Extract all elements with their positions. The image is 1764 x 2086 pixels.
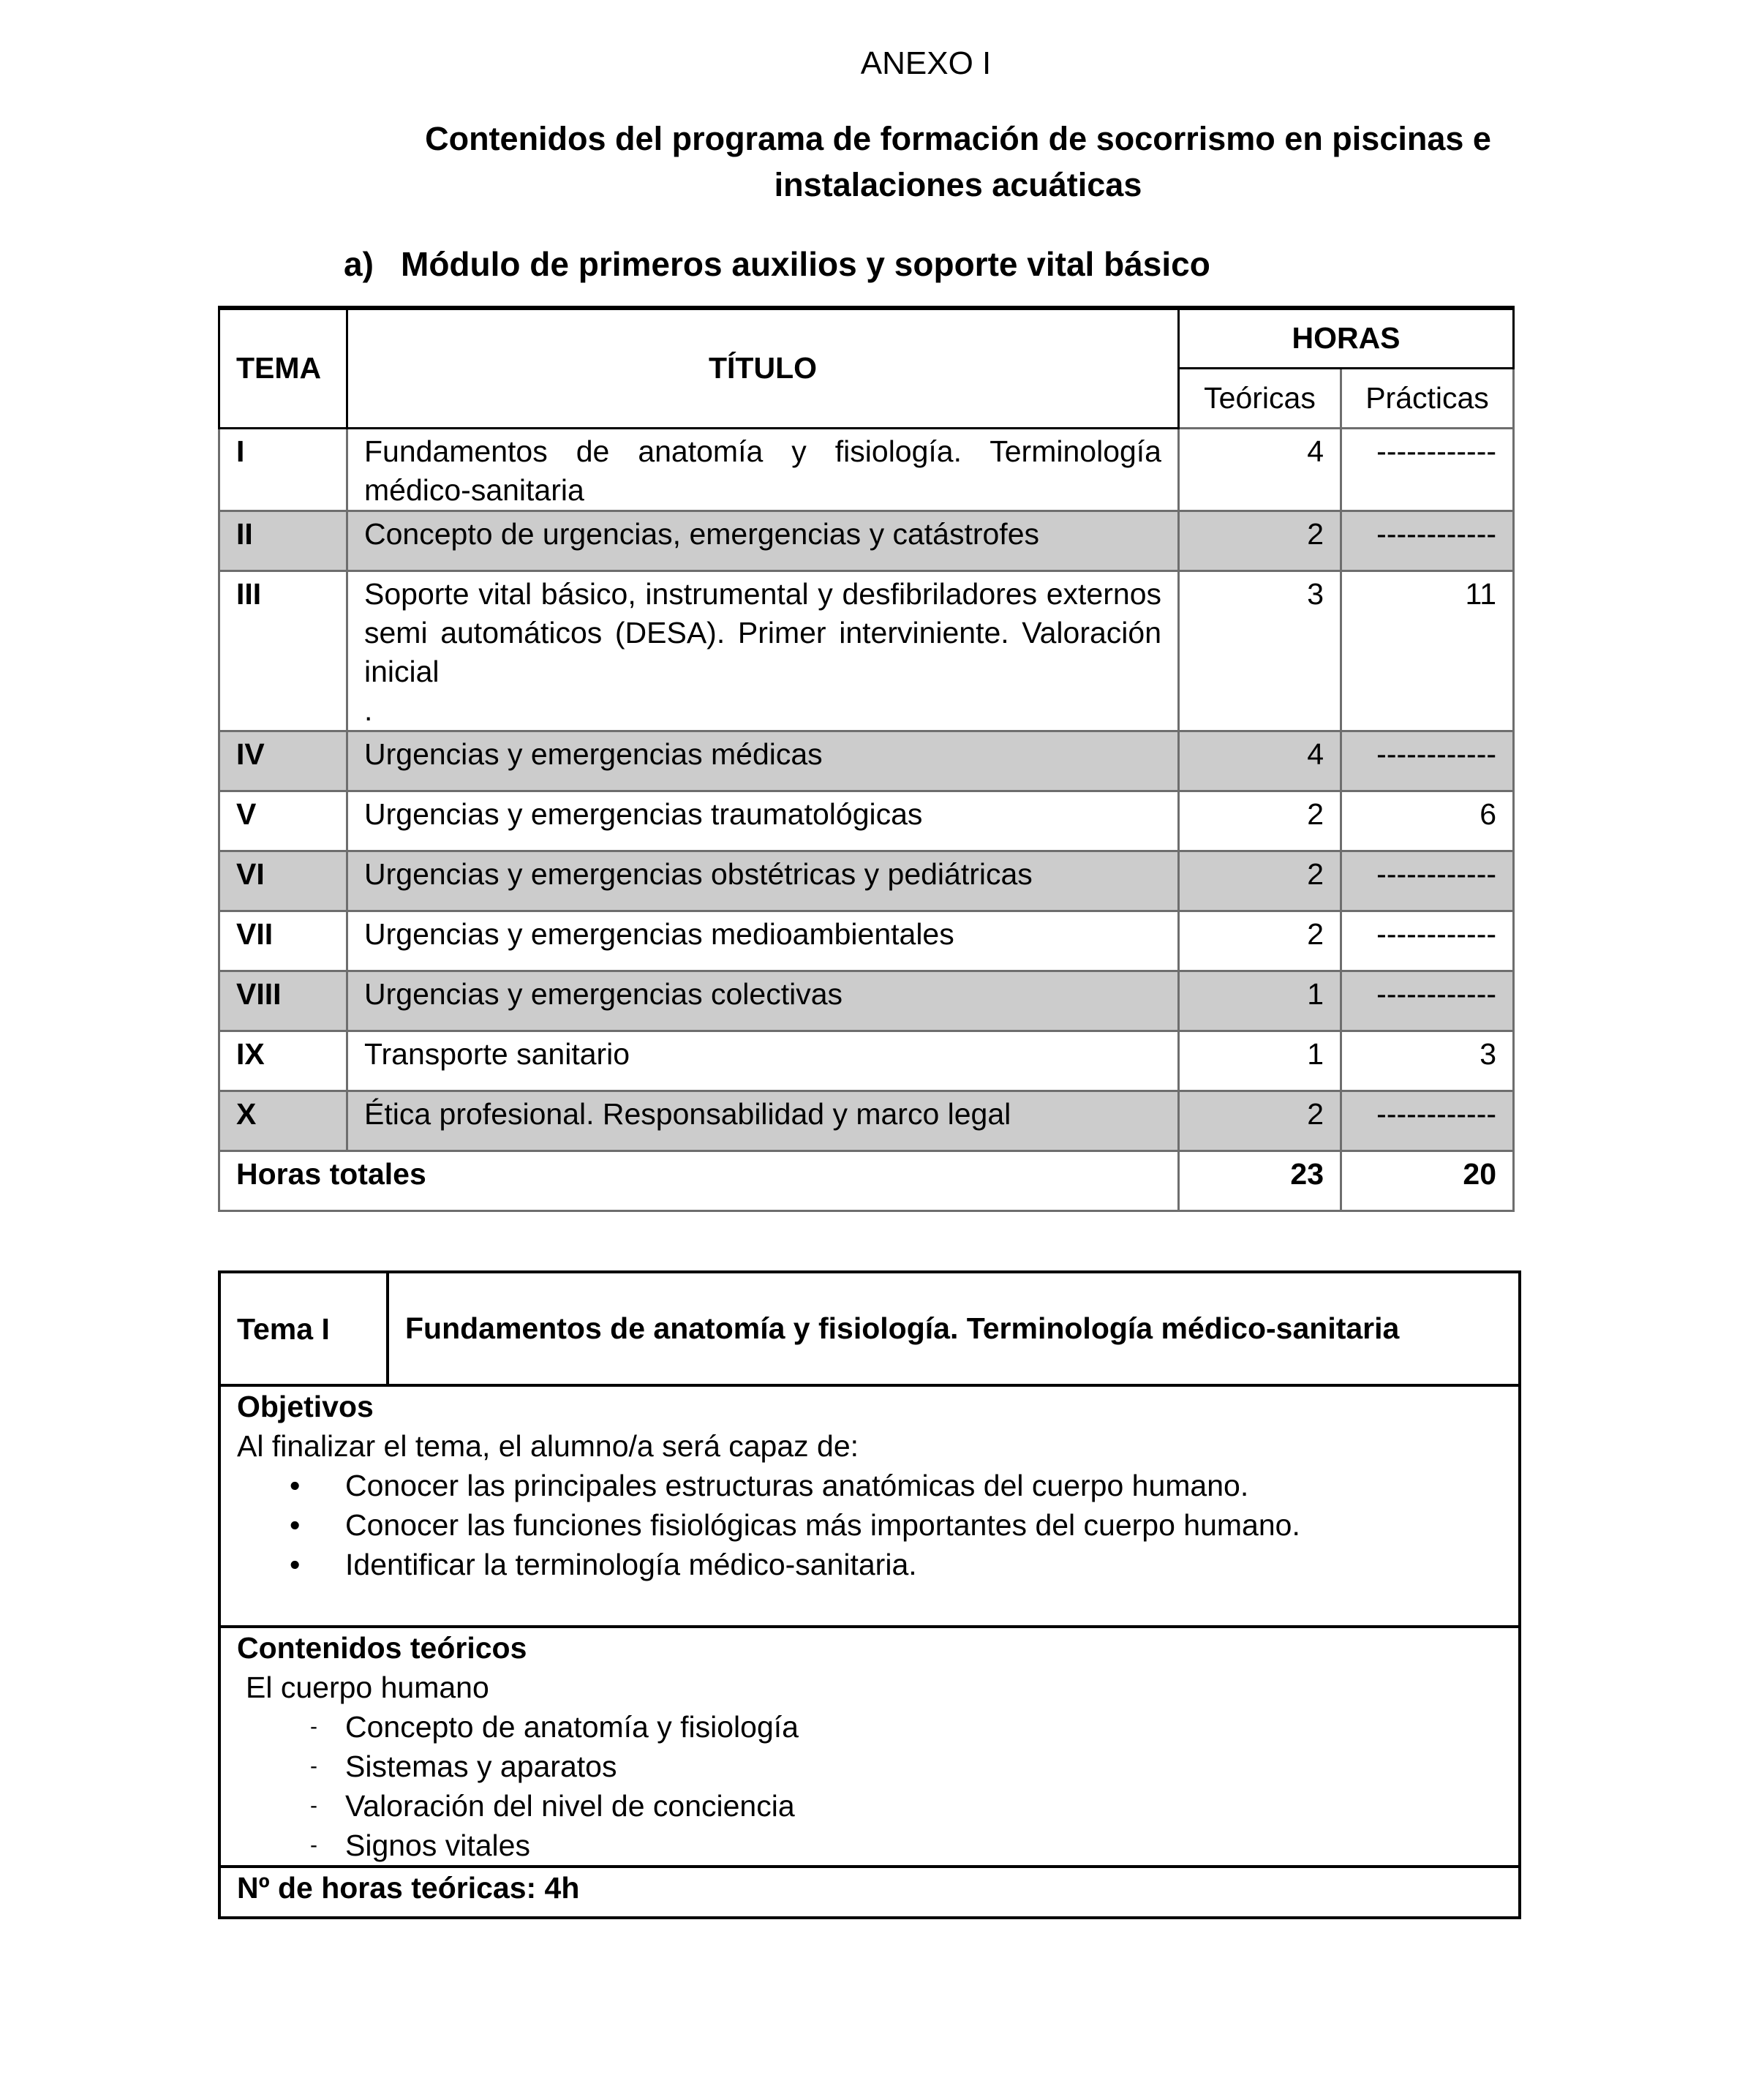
list-item (310, 1747, 1502, 1786)
contenidos-list (237, 1707, 1502, 1865)
teoricas-cell: 4 (1179, 731, 1341, 791)
practicas-cell: ------------ (1341, 428, 1514, 511)
objetivos-heading: Objetivos (237, 1390, 374, 1423)
titulo-cell: Transporte sanitario (347, 1031, 1179, 1091)
contenidos-cell (219, 1627, 1520, 1867)
list-item-text: Concepto de anatomía y fisiología (345, 1710, 799, 1744)
practicas-cell: ------------ (1341, 511, 1514, 571)
list-item (290, 1466, 1502, 1505)
tema-cell: IV (219, 731, 347, 791)
hours-label: Nº de horas teóricas: 4h (219, 1867, 1520, 1918)
column-header-horas: HORAS (1179, 308, 1514, 368)
tema-cell: VI (219, 851, 347, 911)
bullet-icon: • (290, 1469, 301, 1502)
teoricas-cell: 2 (1179, 791, 1341, 851)
dash-icon: - (310, 1754, 317, 1778)
objetivos-section (219, 1385, 1520, 1627)
teoricas-cell: 1 (1179, 1031, 1341, 1091)
list-item-text: Conocer las funciones fisiológicas más importantes del cuerpo humano. (345, 1508, 1300, 1542)
list-item-text: Valoración del nivel de conciencia (345, 1789, 795, 1823)
dash-icon: - (310, 1714, 317, 1739)
titulo-text: Soporte vital básico, instrumental y desfibriladores externos semi automáticos (DESA). Primer interviniente. Valoración inicial (364, 576, 1161, 688)
section-heading (344, 244, 1210, 284)
titulo-cell: Urgencias y emergencias traumatológicas (347, 791, 1179, 851)
table-row (219, 971, 1514, 1031)
table-row (219, 1091, 1514, 1151)
document-title-line-2: instalaciones acuáticas (774, 166, 1142, 203)
annex-label: ANEXO I (860, 45, 992, 81)
teoricas-cell: 2 (1179, 511, 1341, 571)
table-row (219, 791, 1514, 851)
practicas-cell: ------------ (1341, 911, 1514, 971)
column-header-tema: TEMA (219, 308, 347, 428)
practicas-cell: ------------ (1341, 971, 1514, 1031)
tema-cell: VIII (219, 971, 347, 1031)
totals-practicas: 20 (1341, 1151, 1514, 1210)
tema-cell: II (219, 511, 347, 571)
list-item-text: Signos vitales (345, 1829, 530, 1862)
list-item (290, 1505, 1502, 1545)
table-row (219, 1031, 1514, 1091)
column-header-titulo: TÍTULO (347, 308, 1179, 428)
table-row (219, 731, 1514, 791)
document-title-line-1: Contenidos del programa de formación de socorrismo en piscinas e (425, 120, 1491, 157)
bullet-icon: • (290, 1548, 301, 1581)
titulo-extra: . (364, 693, 373, 727)
practicas-cell: ------------ (1341, 1091, 1514, 1151)
titulo-cell: Concepto de urgencias, emergencias y catástrofes (347, 511, 1179, 571)
objetivos-cell (219, 1385, 1520, 1627)
teoricas-cell: 2 (1179, 851, 1341, 911)
table-row (219, 428, 1514, 511)
tema-detail-header (219, 1272, 1520, 1385)
teoricas-cell: 3 (1179, 571, 1341, 731)
objetivos-list (237, 1466, 1502, 1584)
titulo-cell: Fundamentos de anatomía y fisiología. Terminología médico-sanitaria (347, 428, 1179, 511)
titulo-cell: Ética profesional. Responsabilidad y marco legal (347, 1091, 1179, 1151)
list-item-text: Conocer las principales estructuras anatómicas del cuerpo humano. (345, 1469, 1249, 1502)
table-row (219, 571, 1514, 731)
tema-cell: V (219, 791, 347, 851)
titulo-cell: Urgencias y emergencias médicas (347, 731, 1179, 791)
totals-label: Horas totales (219, 1151, 1179, 1210)
list-item (310, 1707, 1502, 1747)
titulo-cell: Urgencias y emergencias colectivas (347, 971, 1179, 1031)
tema-cell: X (219, 1091, 347, 1151)
practicas-cell: 3 (1341, 1031, 1514, 1091)
list-item-text: Identificar la terminología médico-sanitaria. (345, 1548, 917, 1581)
tema-cell: IX (219, 1031, 347, 1091)
contenidos-section (219, 1627, 1520, 1867)
teoricas-cell: 2 (1179, 911, 1341, 971)
tema-title: Fundamentos de anatomía y fisiología. Terminología médico-sanitaria (388, 1272, 1520, 1385)
list-item (310, 1826, 1502, 1865)
list-item (290, 1545, 1502, 1584)
table-row (219, 851, 1514, 911)
practicas-cell: ------------ (1341, 731, 1514, 791)
section-title: Módulo de primeros auxilios y soporte vital básico (401, 245, 1210, 283)
practicas-cell: 6 (1341, 791, 1514, 851)
tema-cell: III (219, 571, 347, 731)
teoricas-cell: 2 (1179, 1091, 1341, 1151)
objetivos-intro: Al finalizar el tema, el alumno/a será capaz de: (237, 1429, 859, 1463)
teoricas-cell: 1 (1179, 971, 1341, 1031)
list-item-text: Sistemas y aparatos (345, 1750, 617, 1783)
practicas-cell: ------------ (1341, 851, 1514, 911)
teoricas-cell: 4 (1179, 428, 1341, 511)
titulo-cell: Urgencias y emergencias obstétricas y pediátricas (347, 851, 1179, 911)
list-item (310, 1786, 1502, 1826)
totals-teoricas: 23 (1179, 1151, 1341, 1210)
titulo-cell: Urgencias y emergencias medioambientales (347, 911, 1179, 971)
document-title (307, 116, 1609, 208)
hours-row (219, 1867, 1520, 1918)
bullet-icon: • (290, 1508, 301, 1542)
contenidos-group: El cuerpo humano (246, 1671, 489, 1704)
header-row (219, 308, 1514, 368)
column-header-practicas: Prácticas (1341, 368, 1514, 428)
summary-table (218, 306, 1515, 1212)
contenidos-heading: Contenidos teóricos (237, 1631, 527, 1665)
column-header-teoricas: Teóricas (1179, 368, 1341, 428)
table-row (219, 911, 1514, 971)
dash-icon: - (310, 1833, 317, 1857)
tema-cell: VII (219, 911, 347, 971)
titulo-cell (347, 571, 1179, 731)
tema-label: Tema I (219, 1272, 388, 1385)
dash-icon: - (310, 1793, 317, 1818)
tema-detail-table (218, 1270, 1521, 1919)
totals-row (219, 1151, 1514, 1210)
practicas-cell: 11 (1341, 571, 1514, 731)
section-marker: a) (344, 245, 374, 283)
table-row (219, 511, 1514, 571)
tema-cell: I (219, 428, 347, 511)
